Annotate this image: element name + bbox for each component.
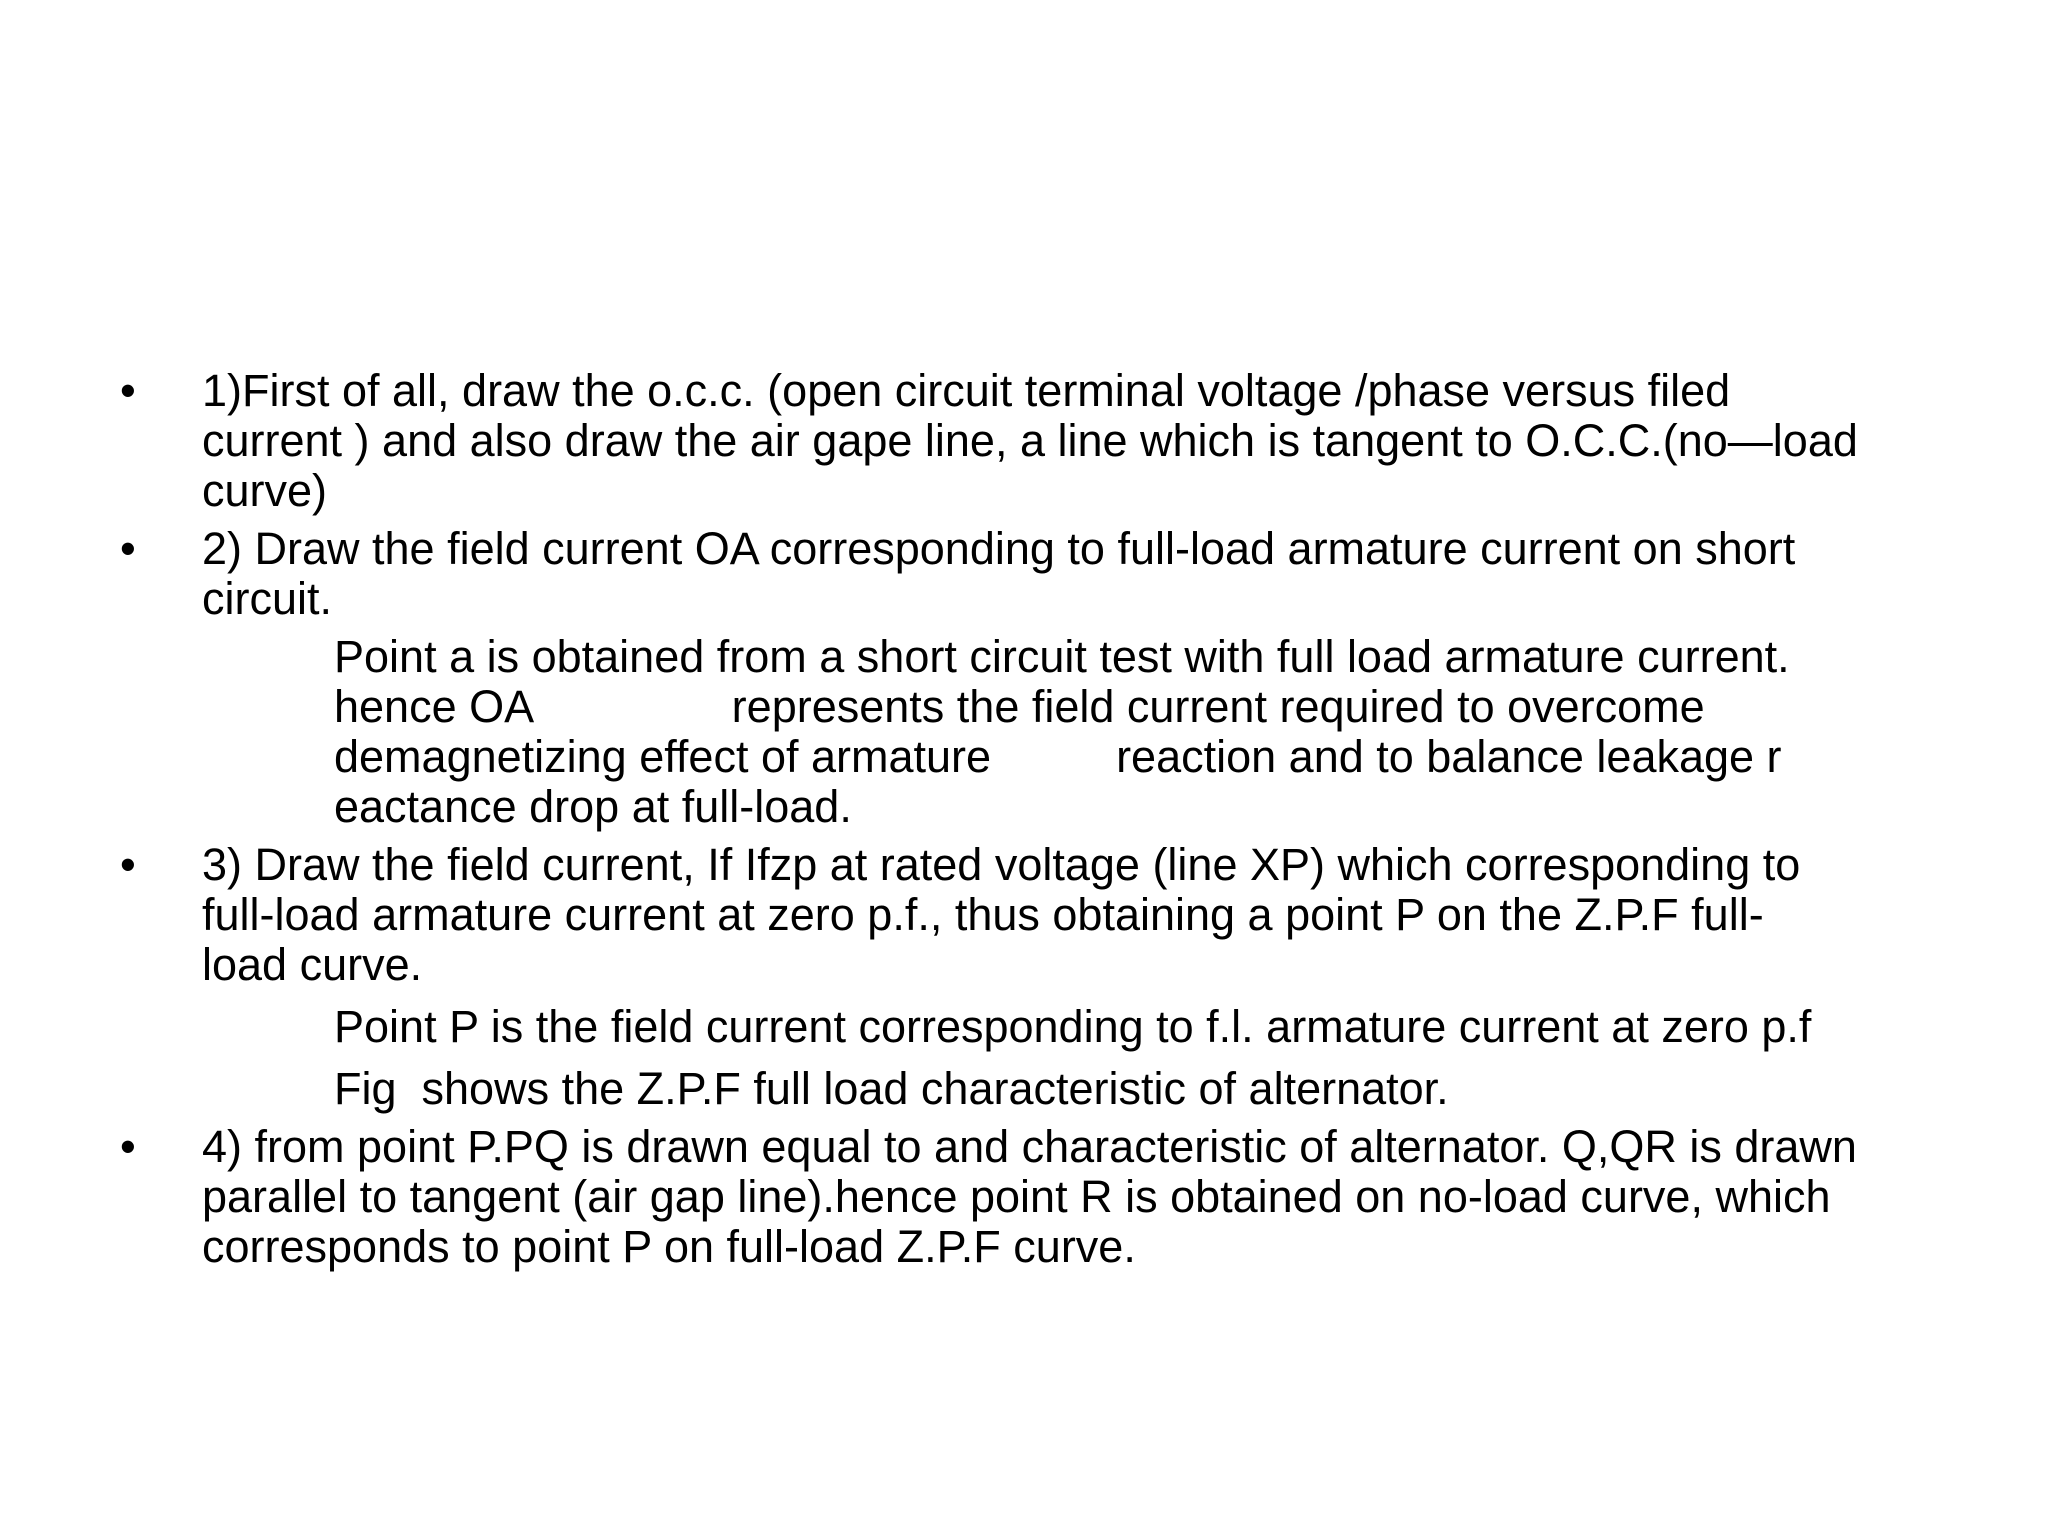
sub-paragraph-fig <box>120 1064 1950 1114</box>
bullet-2-line-2: circuit. <box>202 573 333 624</box>
bullet-1-line-3: curve) <box>202 465 328 516</box>
bullet-4-line-2: parallel to tangent (air gap line).hence point R is obtained on no-load curve, which <box>202 1171 1831 1222</box>
bullet-dot: • <box>120 1121 136 1172</box>
sub-point-a-line-2: hence OA represents the field current required to overcome <box>334 681 1705 732</box>
bullet-1-line-2: current ) and also draw the air gape line, a line which is tangent to O.C.C.(no—load <box>202 415 1858 466</box>
bullet-1 <box>120 366 1950 516</box>
sub-point-p-line-1: Point P is the field current corresponding to f.l. armature current at zero p.f <box>334 1001 1812 1052</box>
bullet-4 <box>120 1122 1950 1272</box>
bullet-3 <box>120 840 1950 990</box>
bullet-dot: • <box>120 523 136 574</box>
bullet-3-line-2: full-load armature current at zero p.f., thus obtaining a point P on the Z.P.F full- <box>202 889 1764 940</box>
bullet-2-line-1: 2) Draw the field current OA corresponding to full-load armature current on short <box>202 523 1796 574</box>
slide-body <box>120 366 1950 1272</box>
bullet-4-line-3: corresponds to point P on full-load Z.P.F curve. <box>202 1221 1136 1272</box>
bullet-1-line-1: 1)First of all, draw the o.c.c. (open circuit terminal voltage /phase versus filed <box>202 365 1731 416</box>
bullet-4-line-1: 4) from point P.PQ is drawn equal to and characteristic of alternator. Q,QR is drawn <box>202 1121 1857 1172</box>
bullet-3-line-3: load curve. <box>202 939 423 990</box>
bullet-dot: • <box>120 365 136 416</box>
bullet-2 <box>120 524 1950 624</box>
sub-point-a-line-4: eactance drop at full-load. <box>334 781 852 832</box>
sub-paragraph-point-p <box>120 1002 1950 1052</box>
sub-fig-line-1: Fig shows the Z.P.F full load characteristic of alternator. <box>334 1063 1449 1114</box>
sub-point-a-line-1: Point a is obtained from a short circuit test with full load armature current. <box>334 631 1790 682</box>
bullet-3-line-1: 3) Draw the field current, If Ifzp at rated voltage (line XP) which corresponding to <box>202 839 1801 890</box>
sub-point-a-line-3: demagnetizing effect of armature reaction and to balance leakage r <box>334 731 1782 782</box>
bullet-dot: • <box>120 839 136 890</box>
sub-paragraph-point-a <box>120 632 1950 832</box>
